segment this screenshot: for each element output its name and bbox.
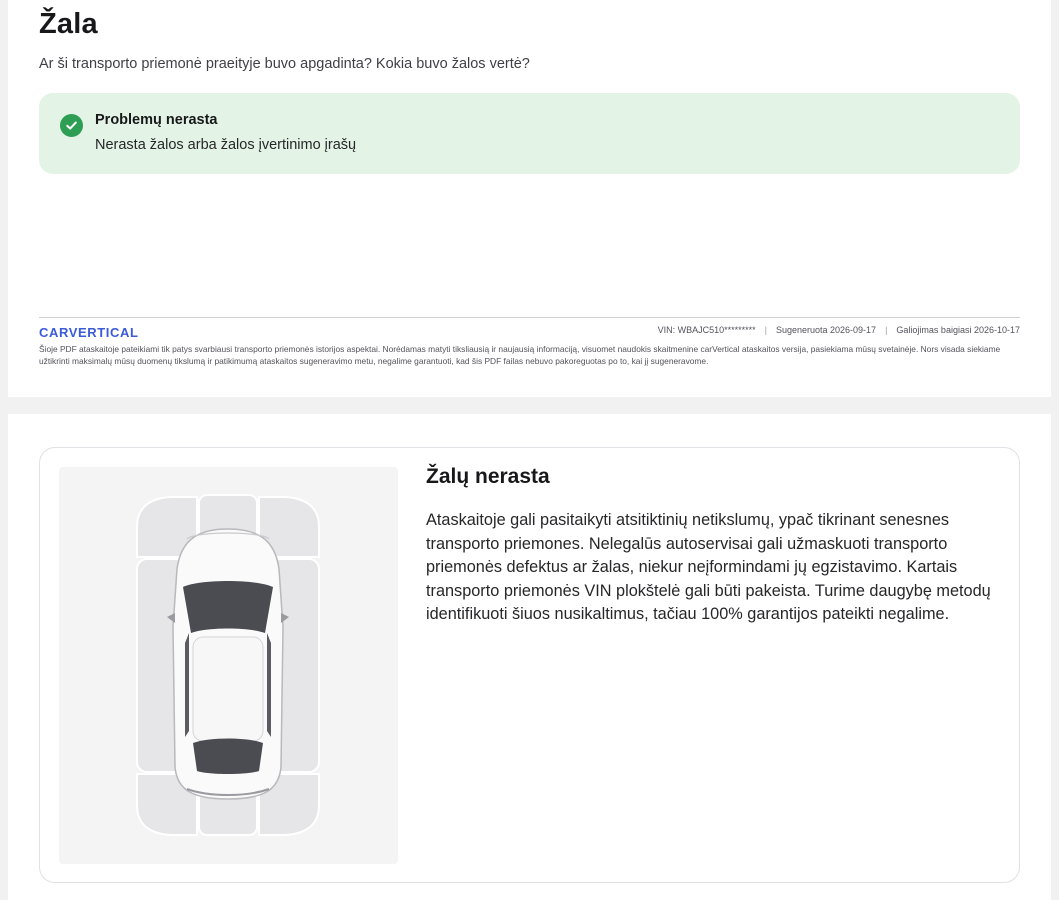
footer-divider xyxy=(39,317,1020,318)
status-card xyxy=(39,93,1020,174)
meta-separator: | xyxy=(885,325,888,335)
report-meta xyxy=(658,325,1020,335)
generated-date: Sugeneruota 2026-09-17 xyxy=(775,325,877,335)
result-title: Žalų nerasta xyxy=(426,465,550,488)
car-top-view-icon xyxy=(59,467,398,864)
meta-separator: | xyxy=(764,325,767,335)
report-page-1 xyxy=(8,0,1051,397)
damage-result-card xyxy=(39,447,1020,883)
status-text: Nerasta žalos arba žalos įvertinimo įrašų xyxy=(95,137,357,153)
section-title: Žala xyxy=(39,8,98,40)
vin-text: VIN: WBAJC510********* xyxy=(657,325,756,335)
expiry-date: Galiojimas baigiasi 2026-10-17 xyxy=(896,325,1020,335)
section-subtitle: Ar ši transporto priemonė praeityje buvo apgadinta? Kokia buvo žalos vertė? xyxy=(39,56,530,72)
brand-logo: CARVERTICAL xyxy=(39,325,139,340)
check-circle-icon xyxy=(60,114,83,137)
disclaimer-text: Šioje PDF ataskaitoje pateikiami tik patys svarbiausi transporto priemonės istorijos aspektai. Norėdamas matyti tiksliausią ir naujausią informaciją, visuomet naudokis skaitmenine carVertical ataskaitos versija, pasiekiama mūsų svetainėje. Nors visada siekiame užtikrinti maksimalų mūsų duomenų tikslumą ir patikimumą ataskaitos sugeneravimo metu, negalime garantuoti, kad šis PDF failas nebuvo pakoreguotas po to, kai jį sugeneravome. xyxy=(39,344,1001,366)
car-diagram-panel xyxy=(59,467,398,864)
status-title: Problemų nerasta xyxy=(95,112,218,128)
car-body xyxy=(167,529,289,799)
result-description: Ataskaitoje gali pasitaikyti atsitiktinių netikslumų, ypač tikrinant senesnes transporto priemones. Nelegalūs autoservisai gali užmaskuoti transporto priemonės defektus ar žalas, niekur neįformindami jų egzistavimo. Kartais transporto priemonės VIN plokštelė gali būti pakeista. Turime daugybę metodų identifikuoti šiuos nusikaltimus, tačiau 100% garantijos pateikti negalime. xyxy=(426,511,991,624)
report-page-2 xyxy=(8,414,1051,900)
